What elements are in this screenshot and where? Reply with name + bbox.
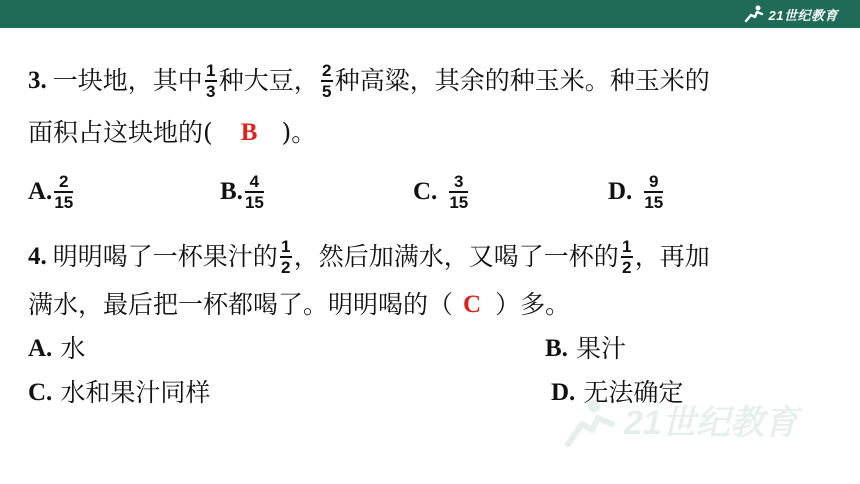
q3-line-2 [28,116,316,150]
q3-text-1: 一块地，其中 [52,66,203,95]
fraction-denominator: 2 [281,258,291,277]
option-text: 果汁 [575,334,626,363]
option-letter: C. [413,178,438,205]
q3-text-5: )。 [281,118,317,147]
watermark-text: 21世纪教育 [624,404,798,442]
logo-text: 21世纪教育 [768,7,838,23]
q3-text-3: 种高粱，其余的种玉米。种玉米的 [334,66,710,95]
q3-text-4: 面积占这块地的( [28,118,213,147]
option-text: 水 [60,334,86,363]
option-text: 水和果汁同样 [60,378,211,407]
option-fraction [54,173,73,211]
q4-option-a[interactable] [28,332,85,366]
fraction-numerator: 3 [454,172,464,191]
fraction-numerator: 9 [649,172,659,191]
runner-icon [743,4,765,24]
q3-answer: B [240,119,258,146]
q4-fraction-2 [621,238,633,276]
q3-fraction-2 [321,62,333,100]
q4-text-3: ，再加 [634,242,710,271]
option-letter: B. [220,178,243,205]
q4-text-4: 满水，最后把一杯都喝了。明明喝的（ [28,290,454,319]
q3-option-d[interactable] [608,173,665,211]
option-letter: C. [28,379,53,406]
fraction-numerator: 2 [322,61,332,80]
fraction-numerator: 1 [622,237,632,256]
option-letter: D. [551,379,576,406]
q3-option-a[interactable] [28,173,75,211]
q4-line-2 [28,288,570,322]
fraction-denominator: 3 [206,82,216,101]
q4-text-2: ，然后加满水，又喝了一杯的 [293,242,619,271]
q4-text-5: ）多。 [495,290,571,319]
fraction-numerator: 1 [281,237,291,256]
q3-fraction-1 [205,62,217,100]
option-letter: B. [545,335,568,362]
option-text: 无法确定 [583,378,684,407]
q3-number: 3. [28,67,47,94]
q3-line-1 [28,62,710,100]
option-letter: A. [28,178,53,205]
fraction-denominator: 15 [54,193,74,212]
option-fraction [644,173,663,211]
q3-text-2: 种大豆， [218,66,319,95]
brand-watermark [564,394,824,454]
brand-logo [743,2,838,26]
q3-option-c[interactable] [413,173,470,211]
fraction-denominator: 15 [244,193,264,212]
fraction-denominator: 5 [322,82,332,101]
fraction-numerator: 2 [59,172,69,191]
option-fraction [245,173,264,211]
q4-fraction-1 [280,238,292,276]
fraction-numerator: 4 [249,172,260,191]
q4-number: 4. [28,243,47,270]
fraction-denominator: 15 [644,193,664,212]
fraction-denominator: 15 [449,193,469,212]
q4-option-c[interactable] [28,376,210,410]
header-bar [0,0,860,28]
q4-text-1: 明明喝了一杯果汁的 [52,242,278,271]
fraction-numerator: 1 [206,61,216,80]
q4-answer: C [463,291,482,318]
fraction-denominator: 2 [622,258,632,277]
q4-option-b[interactable] [545,332,626,366]
q4-line-1 [28,238,710,276]
q3-option-b[interactable] [220,173,266,211]
option-letter: D. [608,178,633,205]
option-letter: A. [28,335,53,362]
watermark-logo-icon [564,394,824,450]
option-fraction [449,173,468,211]
